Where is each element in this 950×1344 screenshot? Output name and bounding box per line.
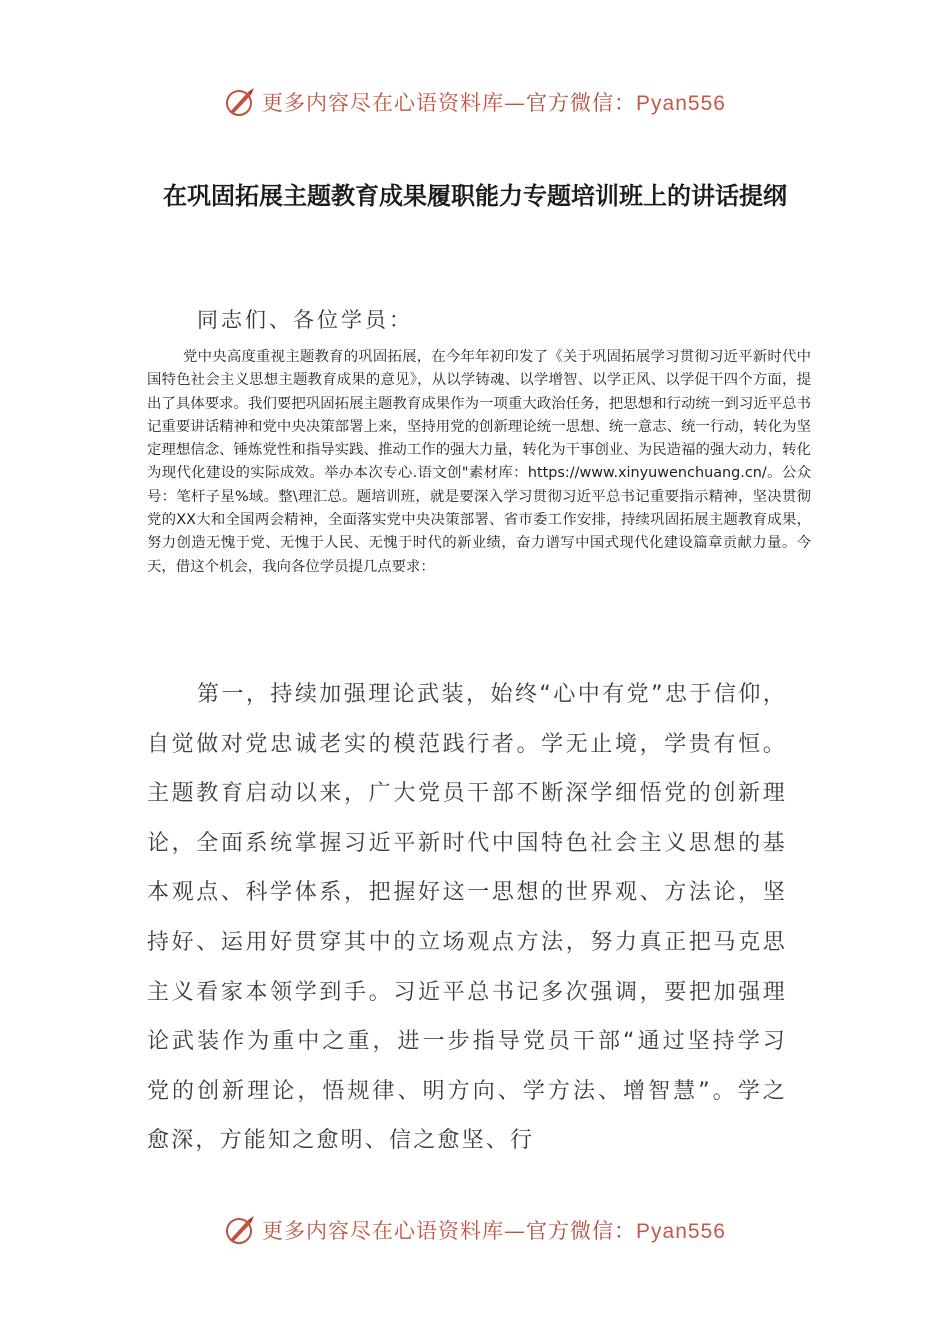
banner-wechat-id: Pyan556 <box>636 92 726 115</box>
banner-wechat-label: 官方微信： <box>526 91 637 115</box>
banner-wechat-id: Pyan556 <box>636 1220 726 1243</box>
banner-library-text: 更多内容尽在心语资料库— <box>262 91 527 115</box>
intro-paragraph: 党中央高度重视主题教育的巩固拓展，在今年年初印发了《关于巩固拓展学习贯彻习近平新时代中国特色社会主义思想主题教育成果的意见》，从以学铸魂、以学增智、以学正风、以学促干四个方面，提出了具体要求。我们要把巩固拓展主题教育成果作为一项重大政治任务，把思想和行动统一到习近平总书记重要讲话精神和党中央决策部署上来，坚持用党的创新理论统一思想、统一意志、统一行动，转化为坚定理想信念、锤炼党性和指导实践、推动工作的强大力量，转化为干事创业、为民造福的强大动力，转化为现代化建设的实际成效。举办本次专心.语文创"素材库：https://www.xinyuwenchuang.cn/。公众号：笔杆子星%域。整\理汇总。题培训班，就是要深入学习贯彻习近平总书记重要指示精神，坚决贯彻党的XX大和全国两会精神，全面落实党中央决策部署、省市委工作安排，持续巩固拓展主题教育成果，努力创造无愧于党、无愧于人民、无愧于时代的新业绩，奋力谱写中国式现代化建设篇章贡献力量。今天，借这个机会，我向各位学员提几点要求： <box>147 349 811 575</box>
document-title: 在巩固拓展主题教育成果履职能力专题培训班上的讲话提纲 <box>163 182 787 210</box>
banner-text <box>262 87 726 117</box>
quill-logo-icon <box>224 86 256 118</box>
banner-text <box>262 1215 726 1245</box>
header-banner <box>0 82 950 122</box>
footer-banner <box>0 1210 950 1250</box>
banner-wechat-label: 官方微信： <box>526 1219 637 1243</box>
greeting: 同志们、各位学员： <box>197 308 413 332</box>
quill-logo-icon <box>224 1214 256 1246</box>
section1-paragraph: 第一，持续加强理论武装，始终“心中有党”忠于信仰，自觉做对党忠诚老实的模范践行者。学无止境，学贵有恒。主题教育启动以来，广大党员干部不断深学细悟党的创新理论，全面系统掌握习近平新时代中国特色社会主义思想的基本观点、科学体系，把握好这一思想的世界观、方法论，坚持好、运用好贯穿其中的立场观点方法，努力真正把马克思主义看家本领学到手。习近平总书记多次强调，要把加强理论武装作为重中之重，进一步指导党员干部“通过坚持学习党的创新理论，悟规律、明方向、学方法、增智慧”。学之愈深，方能知之愈明、信之愈坚、行 <box>147 682 787 1154</box>
banner-library-text: 更多内容尽在心语资料库— <box>262 1219 527 1243</box>
